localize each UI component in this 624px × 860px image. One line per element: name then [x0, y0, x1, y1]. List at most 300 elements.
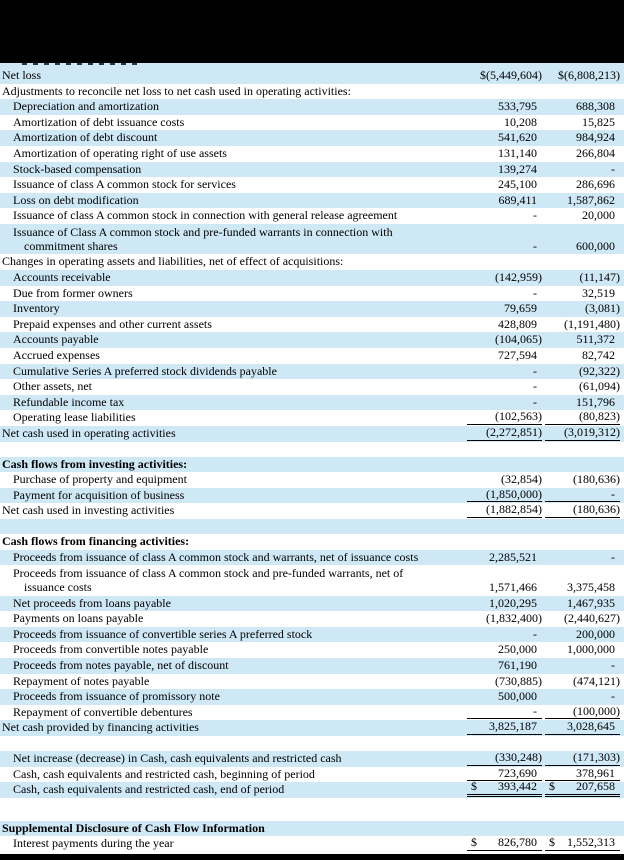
row-label [0, 318, 467, 332]
row-label-line1: Repayment of convertible debentures [13, 704, 193, 719]
row-label-line1: Depreciation and amortization [13, 99, 159, 114]
row-label-line1: Proceeds from issuance of convertible series A preferred stock [13, 626, 313, 641]
amount-value: - [611, 689, 615, 704]
row-label [0, 209, 467, 223]
row-label-line1: Cumulative Series A preferred stock dividends payable [13, 363, 277, 378]
row-label-line1: Amortization of debt discount [13, 130, 158, 145]
amount-value: 826,780 [498, 835, 537, 850]
statement-row [0, 821, 624, 837]
amount-value: 131,140 [498, 145, 537, 160]
row-label [0, 567, 467, 594]
amount-value: 3,028,645 [567, 719, 615, 734]
row-label-line1: Supplemental Disclosure of Cash Flow Information [2, 820, 265, 835]
row-label-line1: Interest payments during the year [13, 836, 174, 851]
row-label-line1: Cash flows from financing activities: [2, 533, 190, 548]
amount-c2-cell [545, 581, 620, 595]
amount-value: 82,742 [582, 348, 615, 362]
amount-c1-cell [467, 396, 542, 410]
row-label [0, 226, 467, 253]
row-label-line1: Proceeds from convertible notes payable [13, 642, 209, 657]
amount-value: - [533, 626, 537, 641]
row-label [0, 85, 620, 99]
row-label-line2: issuance costs [24, 580, 92, 595]
amount-value: 151,796 [576, 394, 615, 409]
amount-value: (102,563) [495, 409, 542, 424]
row-label-line1: Stock-based compensation [13, 161, 142, 176]
amount-value: 541,620 [498, 130, 537, 145]
amount-c2-cell [545, 612, 620, 626]
row-label [0, 504, 467, 518]
amount-c2-cell [545, 836, 620, 851]
redacted-top-bar [0, 0, 624, 63]
amount-value: 500,000 [498, 689, 537, 704]
row-label-line1: Payment for acquisition of business [13, 487, 185, 502]
row-label-line1: Repayment of notes payable [13, 673, 150, 688]
statement-row [0, 503, 624, 519]
statement-row [0, 426, 624, 442]
amount-c1-cell [467, 116, 542, 130]
amount-value: - [611, 486, 615, 501]
amount-value: 689,411 [498, 192, 537, 207]
row-label [0, 411, 467, 425]
row-label [0, 822, 620, 836]
row-label-line1: Net increase (decrease) in Cash, cash equivalents and restricted cash [13, 750, 342, 765]
amount-c1-cell [467, 302, 542, 316]
amount-value: (180,636) [573, 472, 620, 487]
row-label-line1: Proceeds from issuance of class A common stock and warrants, net of issuance costs [13, 549, 419, 564]
amount-c2-cell [545, 426, 620, 441]
amount-c2-cell [545, 100, 620, 114]
statement-row [0, 779, 624, 798]
row-label-line1: Amortization of operating right of use assets [13, 145, 227, 160]
amount-c1-cell [467, 473, 542, 487]
amount-c1-cell [467, 271, 542, 285]
amount-value: 207,658 [576, 779, 615, 794]
spacer-row [0, 736, 624, 751]
statement-row [0, 534, 624, 550]
statement-row [0, 162, 624, 178]
amount-c2-cell [545, 178, 620, 192]
amount-value: (61,094) [579, 379, 620, 394]
amount-c2-cell [545, 194, 620, 208]
statement-row [0, 488, 624, 504]
amount-value: 1,571,466 [489, 580, 537, 595]
row-label [0, 255, 620, 269]
statement-row [0, 611, 624, 627]
statement-row [0, 193, 624, 209]
amount-c1-cell [467, 194, 542, 208]
amount-c1-cell [467, 612, 542, 626]
amount-value: (92,322) [579, 363, 620, 378]
amount-c2-cell [545, 473, 620, 487]
amount-value: 139,274 [498, 161, 537, 176]
amount-value: (3,019,312) [564, 424, 620, 439]
statement-row [0, 364, 624, 380]
statement-row [0, 410, 624, 426]
row-label-line1: Cash, cash equivalents and restricted cash, end of period [13, 782, 285, 797]
spacer-row [0, 519, 624, 534]
amount-value: 200,000 [576, 626, 615, 641]
amount-value: 1,467,935 [567, 595, 615, 610]
row-label [0, 597, 467, 611]
row-label [0, 551, 467, 565]
amount-value: 10,208 [504, 114, 537, 129]
amount-c1-cell [467, 643, 542, 657]
amount-c1-cell [467, 69, 542, 83]
row-label-line1: Net cash provided by financing activities [2, 720, 199, 735]
amount-c1-cell [467, 751, 542, 766]
amount-c1-cell [467, 597, 542, 611]
spacer-row [0, 798, 624, 821]
amount-c2-cell [545, 628, 620, 642]
amount-c2-cell [545, 488, 620, 503]
amount-c1-cell [467, 163, 542, 177]
row-label [0, 349, 467, 363]
amount-c2-cell [545, 240, 620, 254]
row-label-line1: Inventory [13, 301, 60, 316]
row-label [0, 706, 467, 720]
amount-c1-cell [467, 690, 542, 704]
row-label [0, 783, 467, 797]
amount-c2-cell [545, 751, 620, 766]
amount-value: - [611, 161, 615, 176]
statement-row [0, 177, 624, 193]
amount-c1-cell [467, 240, 542, 254]
amount-value: - [533, 238, 537, 253]
amount-c1-cell [467, 659, 542, 673]
amount-c1-cell [467, 209, 542, 223]
row-label [0, 752, 467, 766]
row-label [0, 333, 467, 347]
row-label-line1: Proceeds from issuance of promissory note [13, 689, 220, 704]
row-label [0, 178, 467, 192]
row-label [0, 396, 467, 410]
statement-row [0, 836, 624, 852]
statement-row [0, 270, 624, 286]
row-label [0, 721, 467, 735]
amount-value: 2,285,521 [489, 549, 537, 564]
amount-value: (171,303) [573, 749, 620, 764]
amount-c2-cell [545, 597, 620, 611]
amount-c2-cell [545, 163, 620, 177]
row-label-line1: Net cash used in investing activities [2, 503, 175, 518]
amount-c1-cell [467, 628, 542, 642]
amount-value: 20,000 [582, 208, 615, 223]
row-label-line1: Accounts receivable [13, 270, 111, 285]
statement-row [0, 674, 624, 690]
statement-row [0, 84, 624, 100]
amount-c2-cell [545, 302, 620, 316]
dollar-sign: $ [549, 779, 555, 794]
amount-c1-cell [467, 287, 542, 301]
amount-c2-cell [545, 69, 620, 83]
statement-row [0, 457, 624, 473]
row-label [0, 100, 467, 114]
amount-value: 3,375,458 [567, 580, 615, 595]
amount-c1-cell [467, 178, 542, 192]
row-label-line1: Payments on loans payable [13, 611, 144, 626]
statement-row [0, 705, 624, 721]
amount-value: 723,690 [498, 765, 537, 780]
row-label [0, 675, 467, 689]
amount-c1-cell [467, 349, 542, 363]
statement-row [0, 689, 624, 705]
statement-row [0, 301, 624, 317]
row-label [0, 131, 467, 145]
amount-value: 1,020,295 [489, 595, 537, 610]
amount-value: (142,959) [495, 270, 542, 285]
amount-value: (1,850,000) [486, 486, 542, 501]
amount-c2-cell [545, 705, 620, 720]
row-label [0, 643, 467, 657]
bottom-border-bar [0, 854, 624, 860]
amount-value: - [611, 549, 615, 564]
amount-c2-cell [545, 396, 620, 410]
amount-c1-cell [467, 333, 542, 347]
row-label [0, 427, 467, 441]
statement-row [0, 596, 624, 612]
amount-value: - [533, 285, 537, 300]
statement-row [0, 720, 624, 736]
row-label [0, 628, 467, 642]
amount-value: 727,594 [498, 348, 537, 362]
statement-row [0, 379, 624, 395]
amount-c2-cell [545, 659, 620, 673]
amount-value: (1,191,480) [564, 316, 620, 331]
amount-c2-cell [545, 271, 620, 285]
row-label-line1: Operating lease liabilities [13, 410, 136, 425]
row-label [0, 690, 467, 704]
statement-row [0, 317, 624, 333]
amount-value: (330,248) [495, 749, 542, 764]
row-label-line1: Proceeds from issuance of class A common stock and pre-funded warrants, net of [13, 566, 404, 581]
amount-c1-cell [467, 147, 542, 161]
amount-value: (3,081) [585, 301, 620, 316]
row-label [0, 271, 467, 285]
amount-value: $(5,449,604) [480, 68, 542, 82]
amount-c1-cell [467, 836, 542, 851]
amount-value: - [533, 703, 537, 718]
amount-value: - [533, 208, 537, 223]
amount-c1-cell [467, 100, 542, 114]
amount-c2-cell [545, 318, 620, 332]
amount-c1-cell [467, 720, 542, 735]
amount-c1-cell [467, 705, 542, 720]
row-label-line1: Accrued expenses [13, 348, 100, 362]
amount-value: 1,000,000 [567, 642, 615, 657]
amount-c2-cell [545, 503, 620, 518]
statement-row [0, 472, 624, 488]
row-label-line1: Net cash used in operating activities [2, 425, 176, 440]
amount-c2-cell [545, 380, 620, 394]
amount-c1-cell [467, 380, 542, 394]
amount-c1-cell [467, 131, 542, 145]
amount-value: (32,854) [501, 472, 542, 487]
statement-row [0, 224, 624, 255]
amount-c1-cell [467, 410, 542, 425]
row-label [0, 768, 467, 782]
row-label-line2: commitment shares [24, 238, 118, 253]
amount-c2-cell [545, 147, 620, 161]
statement-row [0, 286, 624, 302]
row-label-line1: Net proceeds from loans payable [13, 595, 171, 610]
amount-value: (180,636) [573, 502, 620, 517]
dollar-sign: $ [471, 779, 477, 794]
amount-value: (474,121) [573, 673, 620, 688]
row-label [0, 302, 467, 316]
statement-row [0, 550, 624, 566]
amount-value: (2,440,627) [564, 611, 620, 626]
row-label-line1: Amortization of debt issuance costs [13, 114, 185, 129]
amount-c2-cell [545, 333, 620, 347]
amount-value: 393,442 [498, 779, 537, 794]
row-label [0, 365, 467, 379]
amount-value: 266,804 [576, 145, 615, 160]
row-label-line1: Proceeds from notes payable, net of discount [13, 658, 229, 672]
amount-c2-cell [545, 720, 620, 735]
amount-value: 1,552,313 [567, 835, 615, 850]
row-label [0, 380, 467, 394]
row-label [0, 473, 467, 487]
amount-value: (11,147) [579, 270, 620, 285]
statement-row [0, 395, 624, 411]
statement-row [0, 68, 624, 84]
row-label-line1: Other assets, net [13, 379, 92, 394]
row-label-line1: Issuance of Class A common stock and pre-funded warrants in connection with [13, 225, 393, 240]
spacer-row [0, 442, 624, 457]
row-label-line1: Net loss [2, 68, 41, 82]
amount-value: - [533, 363, 537, 378]
amount-value: 32,519 [582, 285, 615, 300]
statement-row [0, 642, 624, 658]
amount-value: 761,190 [498, 658, 537, 672]
row-label [0, 612, 467, 626]
row-label [0, 69, 467, 83]
row-label [0, 458, 620, 472]
amount-c2-cell [545, 365, 620, 379]
amount-value: 286,696 [576, 177, 615, 192]
amount-c2-cell [545, 349, 620, 363]
statement-row [0, 130, 624, 146]
amount-value: (100,000) [573, 703, 620, 718]
statement-row [0, 146, 624, 162]
amount-value: (1,882,854) [486, 502, 542, 517]
amount-value: $(6,808,213) [558, 68, 620, 82]
amount-c2-cell [545, 643, 620, 657]
row-label [0, 194, 467, 208]
row-label-line1: Cash, cash equivalents and restricted cash, beginning of period [13, 766, 315, 781]
amount-value: 250,000 [498, 642, 537, 657]
amount-value: 511,372 [576, 332, 615, 347]
amount-value: (1,832,400) [486, 611, 542, 626]
amount-c1-cell [467, 675, 542, 689]
statement-rows [0, 68, 624, 852]
amount-value: - [611, 658, 615, 672]
statement-row [0, 751, 624, 767]
row-label-line1: Prepaid expenses and other current assets [13, 316, 212, 331]
amount-c2-cell [545, 209, 620, 223]
amount-c2-cell [545, 410, 620, 425]
row-label [0, 837, 467, 851]
row-label-line1: Issuance of class A common stock for services [13, 177, 236, 192]
amount-c1-cell [467, 780, 542, 797]
row-label [0, 659, 467, 673]
row-label [0, 163, 467, 177]
amount-c1-cell [467, 503, 542, 518]
statement-row [0, 332, 624, 348]
statement-row [0, 348, 624, 364]
amount-c2-cell [545, 690, 620, 704]
amount-value: (80,823) [579, 409, 620, 424]
amount-value: 378,961 [576, 765, 615, 780]
amount-value: 3,825,187 [489, 719, 537, 734]
amount-value: - [533, 379, 537, 394]
clipped-row-sliver [0, 63, 624, 68]
row-label-line1: Refundable income tax [13, 394, 125, 409]
amount-c2-cell [545, 131, 620, 145]
amount-c2-cell [545, 780, 620, 797]
amount-c1-cell [467, 426, 542, 441]
statement-row [0, 208, 624, 224]
amount-value: 533,795 [498, 99, 537, 114]
row-label-line1: Adjustments to reconcile net loss to net cash used in operating activities: [2, 83, 351, 98]
statement-row [0, 658, 624, 674]
amount-c1-cell [467, 365, 542, 379]
row-label-line1: Cash flows from investing activities: [2, 456, 188, 471]
amount-value: (730,885) [495, 673, 542, 688]
amount-value: (2,272,851) [486, 424, 542, 439]
statement-row [0, 115, 624, 131]
statement-row [0, 254, 624, 270]
amount-c1-cell [467, 488, 542, 503]
amount-c2-cell [545, 551, 620, 565]
amount-value: 79,659 [504, 301, 537, 316]
amount-c1-cell [467, 318, 542, 332]
amount-c2-cell [545, 287, 620, 301]
amount-c1-cell [467, 581, 542, 595]
amount-c2-cell [545, 116, 620, 130]
statement-row [0, 99, 624, 115]
row-label-line1: Loss on debt modification [13, 192, 139, 207]
statement-row [0, 565, 624, 596]
row-label [0, 287, 467, 301]
row-label-line1: Accounts payable [13, 332, 99, 347]
row-label [0, 147, 467, 161]
amount-value: 428,809 [498, 316, 537, 331]
amount-c2-cell [545, 675, 620, 689]
amount-value: 15,825 [582, 114, 615, 129]
amount-value: - [533, 394, 537, 409]
statement-row [0, 627, 624, 643]
row-label [0, 489, 467, 503]
amount-value: (104,065) [495, 332, 542, 347]
row-label-line1: Issuance of class A common stock in connection with general release agreement [13, 208, 398, 223]
row-label [0, 116, 467, 130]
amount-c1-cell [467, 551, 542, 565]
amount-value: 245,100 [498, 177, 537, 192]
amount-value: 1,587,862 [567, 192, 615, 207]
dollar-sign: $ [471, 835, 477, 850]
row-label-line1: Due from former owners [13, 285, 133, 300]
amount-value: 600,000 [576, 238, 615, 253]
row-label [0, 535, 620, 549]
amount-value: 984,924 [576, 130, 615, 145]
clipped-text-fragments [22, 63, 138, 65]
row-label-line1: Purchase of property and equipment [13, 472, 187, 487]
amount-value: 688,308 [576, 99, 615, 114]
row-label-line1: Changes in operating assets and liabilities, net of effect of acquisitions: [2, 254, 344, 269]
dollar-sign: $ [549, 835, 555, 850]
